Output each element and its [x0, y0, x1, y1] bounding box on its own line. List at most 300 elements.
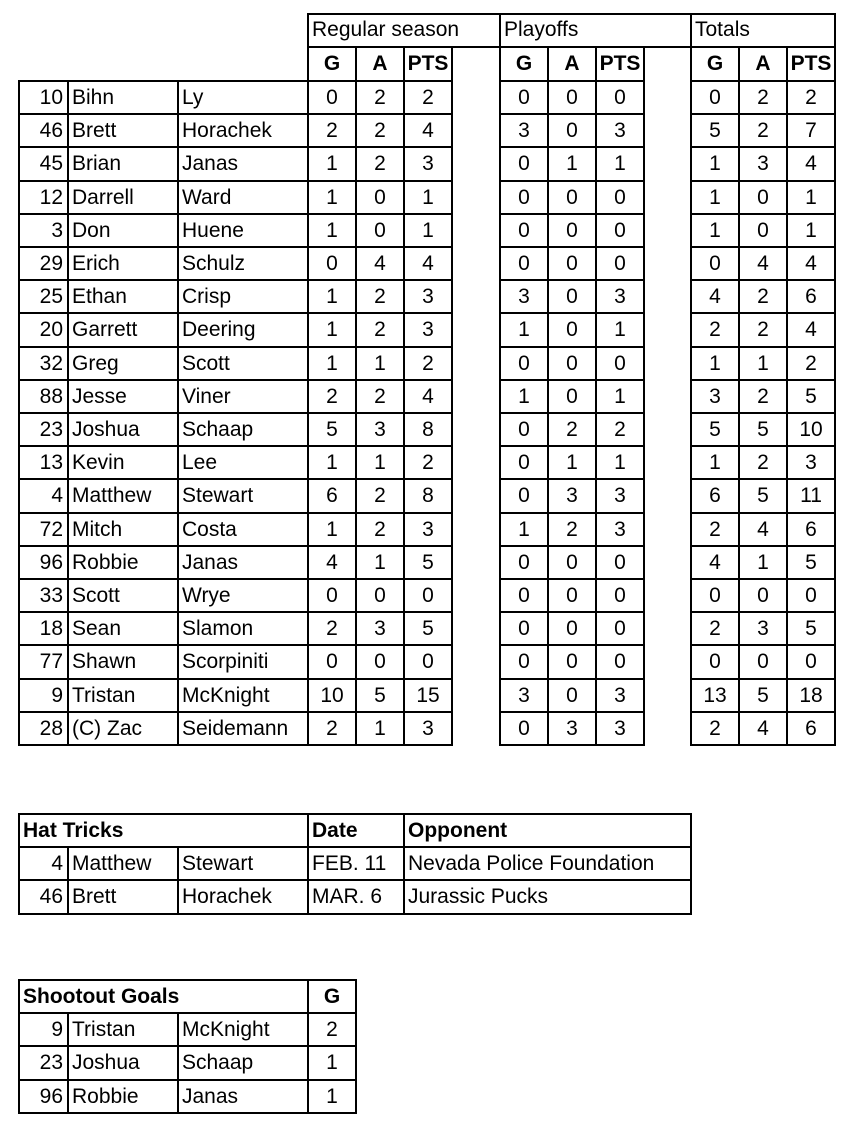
totals-points-cell: 2: [805, 351, 817, 375]
grid-line: [355, 80, 357, 746]
hat-trick-last-name: Stewart: [182, 852, 254, 876]
sub-header-goals: G: [323, 52, 341, 75]
player-last-name: Lee: [182, 451, 218, 475]
grid-line: [690, 578, 836, 580]
regular-season-assists-cell: 4: [374, 252, 386, 276]
regular-season-points-cell: 4: [422, 252, 434, 276]
totals-goals-cell: 1: [709, 185, 721, 209]
regular-season-assists-cell: 0: [374, 185, 386, 209]
grid-line: [307, 46, 836, 48]
player-number: 12: [39, 185, 63, 209]
grid-line: [67, 846, 69, 914]
grid-line: [690, 478, 836, 480]
hat-tricks-date-header: Date: [312, 819, 358, 843]
totals-goals-cell: 2: [709, 617, 721, 641]
player-number: 45: [39, 152, 63, 176]
regular-season-goals-cell: 1: [326, 218, 338, 242]
shootout-first-name: Robbie: [72, 1084, 139, 1108]
playoffs-assists-cell: 0: [566, 318, 578, 342]
totals-goals-cell: 2: [709, 716, 721, 740]
regular-season-assists-cell: 2: [374, 152, 386, 176]
playoffs-goals-cell: 0: [518, 716, 530, 740]
playoffs-goals-cell: 0: [518, 351, 530, 375]
playoffs-goals-cell: 0: [518, 252, 530, 276]
player-number: 88: [39, 384, 63, 408]
regular-season-assists-cell: 5: [374, 683, 386, 707]
grid-line: [18, 312, 453, 314]
grid-line: [18, 813, 20, 915]
regular-season-assists-cell: 2: [374, 86, 386, 110]
player-first-name: Matthew: [72, 484, 152, 508]
playoffs-assists-cell: 0: [566, 185, 578, 209]
regular-season-points-cell: 3: [422, 285, 434, 309]
grid-line: [177, 80, 179, 746]
totals-assists-cell: 5: [757, 418, 769, 442]
player-first-name: Brett: [72, 119, 117, 143]
totals-assists-cell: 2: [757, 451, 769, 475]
playoffs-assists-cell: 0: [566, 218, 578, 242]
grid-line: [690, 813, 692, 915]
playoffs-points-cell: 3: [614, 285, 626, 309]
player-last-name: Costa: [182, 517, 237, 541]
playoffs-assists-cell: 1: [566, 451, 578, 475]
regular-season-points-cell: 3: [422, 152, 434, 176]
grid-line: [690, 80, 692, 746]
grid-line: [499, 644, 645, 646]
totals-points-cell: 6: [805, 285, 817, 309]
regular-season-points-cell: 4: [422, 384, 434, 408]
player-number: 32: [39, 351, 63, 375]
regular-season-points-cell: 3: [422, 716, 434, 740]
grid-line: [499, 678, 645, 680]
regular-season-points-cell: 3: [422, 517, 434, 541]
playoffs-points-cell: 2: [614, 418, 626, 442]
playoffs-goals-cell: 0: [518, 617, 530, 641]
grid-line: [690, 13, 836, 15]
grid-line: [403, 46, 405, 82]
sub-header-assists: A: [372, 52, 388, 75]
playoffs-assists-cell: 0: [566, 584, 578, 608]
playoffs-goals-cell: 0: [518, 451, 530, 475]
playoffs-points-cell: 1: [614, 152, 626, 176]
totals-goals-cell: 1: [709, 218, 721, 242]
grid-line: [690, 611, 836, 613]
player-first-name: Don: [72, 218, 111, 242]
totals-assists-cell: 2: [757, 119, 769, 143]
regular-season-goals-cell: 1: [326, 152, 338, 176]
player-last-name: Ly: [182, 86, 204, 110]
grid-line: [690, 113, 836, 115]
playoffs-points-cell: 3: [614, 484, 626, 508]
grid-line: [18, 412, 453, 414]
grid-line: [177, 846, 179, 914]
grid-line: [499, 279, 645, 281]
playoffs-goals-cell: 1: [518, 517, 530, 541]
totals-assists-cell: 3: [757, 152, 769, 176]
grid-line: [18, 545, 453, 547]
totals-goals-cell: 0: [709, 86, 721, 110]
playoffs-points-cell: 0: [614, 185, 626, 209]
regular-season-assists-cell: 0: [374, 650, 386, 674]
playoffs-assists-cell: 0: [566, 285, 578, 309]
grid-line: [690, 346, 836, 348]
sub-header-points: PTS: [407, 52, 449, 75]
sub-header-goals: G: [706, 52, 724, 75]
grid-line: [499, 146, 645, 148]
totals-goals-cell: 1: [709, 451, 721, 475]
regular-season-goals-cell: 1: [326, 451, 338, 475]
grid-line: [18, 578, 453, 580]
playoffs-points-cell: 0: [614, 650, 626, 674]
player-last-name: Deering: [182, 318, 256, 342]
regular-season-assists-cell: 0: [374, 584, 386, 608]
grid-line: [499, 545, 645, 547]
grid-line: [690, 180, 836, 182]
grid-line: [18, 478, 453, 480]
grid-line: [18, 678, 453, 680]
totals-goals-cell: 0: [709, 650, 721, 674]
shootout-number: 23: [39, 1051, 63, 1075]
totals-points-cell: 1: [805, 218, 817, 242]
playoffs-points-cell: 3: [614, 683, 626, 707]
hat-trick-first-name: Matthew: [72, 852, 152, 876]
regular-season-goals-cell: 0: [326, 650, 338, 674]
player-first-name: Scott: [72, 584, 120, 608]
grid-line: [18, 80, 20, 746]
player-last-name: Crisp: [182, 285, 232, 309]
player-first-name: Erich: [72, 252, 120, 276]
totals-assists-cell: 5: [757, 683, 769, 707]
grid-line: [499, 246, 645, 248]
regular-season-assists-cell: 2: [374, 285, 386, 309]
grid-line: [307, 80, 309, 746]
hat-trick-opponent: Jurassic Pucks: [408, 885, 549, 909]
hat-trick-first-name: Brett: [72, 885, 117, 909]
regular-season-points-cell: 8: [422, 484, 434, 508]
grid-line: [690, 744, 836, 746]
grid-line: [547, 46, 549, 82]
player-last-name: Janas: [182, 550, 239, 574]
grid-line: [18, 279, 453, 281]
grid-line: [690, 512, 836, 514]
playoffs-points-cell: 0: [614, 550, 626, 574]
grid-line: [499, 113, 645, 115]
playoffs-goals-cell: 3: [518, 285, 530, 309]
grid-line: [18, 813, 692, 815]
regular-season-points-cell: 2: [422, 451, 434, 475]
totals-goals-cell: 0: [709, 252, 721, 276]
regular-season-points-cell: 15: [416, 683, 440, 707]
hat-trick-number: 4: [51, 852, 63, 876]
player-first-name: Tristan: [72, 683, 136, 707]
grid-line: [18, 213, 453, 215]
grid-line: [18, 744, 453, 746]
playoffs-points-cell: 0: [614, 617, 626, 641]
grid-line: [18, 879, 692, 881]
playoffs-goals-cell: 3: [518, 683, 530, 707]
grid-line: [690, 412, 836, 414]
playoffs-points-cell: 3: [614, 716, 626, 740]
sub-header-points: PTS: [790, 52, 832, 75]
playoffs-goals-cell: 0: [518, 86, 530, 110]
totals-points-cell: 11: [800, 484, 822, 508]
player-last-name: Wrye: [182, 584, 231, 608]
hat-tricks-opponent-header: Opponent: [408, 819, 508, 843]
totals-goals-cell: 3: [709, 384, 721, 408]
player-number: 9: [51, 683, 63, 707]
grid-line: [18, 512, 453, 514]
grid-line: [18, 913, 692, 915]
playoffs-assists-cell: 3: [566, 484, 578, 508]
regular-season-assists-cell: 1: [374, 351, 386, 375]
totals-points-cell: 18: [799, 683, 823, 707]
grid-line: [547, 80, 549, 746]
playoffs-assists-cell: 0: [566, 550, 578, 574]
grid-line: [355, 979, 357, 1114]
grid-line: [834, 46, 836, 82]
grid-line: [738, 80, 740, 746]
regular-season-goals-cell: 10: [320, 683, 344, 707]
regular-season-points-cell: 2: [422, 351, 434, 375]
playoffs-goals-cell: 0: [518, 650, 530, 674]
player-number: 3: [51, 218, 63, 242]
totals-assists-cell: 0: [757, 584, 769, 608]
grid-line: [451, 46, 453, 82]
totals-assists-cell: 2: [757, 318, 769, 342]
playoffs-points-cell: 3: [614, 119, 626, 143]
player-last-name: Schulz: [182, 252, 246, 276]
grid-line: [18, 146, 453, 148]
totals-goals-cell: 13: [703, 683, 727, 707]
totals-points-cell: 0: [805, 650, 817, 674]
playoffs-points-cell: 3: [614, 517, 626, 541]
playoffs-assists-cell: 2: [566, 418, 578, 442]
shootout-title: Shootout Goals: [23, 985, 180, 1009]
grid-line: [738, 46, 740, 82]
grid-line: [499, 312, 645, 314]
grid-line: [18, 80, 453, 82]
player-last-name: McKnight: [182, 683, 270, 707]
totals-assists-cell: 1: [757, 351, 769, 375]
player-last-name: Ward: [182, 185, 232, 209]
sub-header-assists: A: [755, 52, 771, 75]
player-number: 20: [39, 318, 63, 342]
regular-season-points-cell: 4: [422, 119, 434, 143]
totals-points-cell: 4: [805, 152, 817, 176]
totals-points-cell: 6: [805, 716, 817, 740]
regular-season-points-cell: 5: [422, 550, 434, 574]
shootout-goals-header: G: [323, 985, 341, 1009]
grid-line: [18, 180, 453, 182]
grid-line: [18, 445, 453, 447]
player-number: 96: [39, 550, 63, 574]
regular-season-assists-cell: 2: [374, 119, 386, 143]
regular-season-goals-cell: 1: [326, 517, 338, 541]
playoffs-goals-cell: 0: [518, 185, 530, 209]
player-first-name: Garrett: [72, 318, 138, 342]
playoffs-assists-cell: 0: [566, 384, 578, 408]
grid-line: [67, 80, 69, 746]
playoffs-points-cell: 1: [614, 384, 626, 408]
playoffs-goals-cell: 3: [518, 119, 530, 143]
grid-line: [690, 644, 836, 646]
totals-assists-cell: 1: [757, 550, 769, 574]
player-number: 10: [39, 86, 63, 110]
playoffs-assists-cell: 0: [566, 252, 578, 276]
grid-line: [18, 979, 20, 1114]
grid-line: [499, 611, 645, 613]
grid-line: [499, 478, 645, 480]
regular-season-goals-cell: 1: [326, 185, 338, 209]
totals-points-cell: 4: [805, 252, 817, 276]
player-last-name: Scott: [182, 351, 230, 375]
group-header-regular-season: Regular season: [312, 18, 460, 41]
playoffs-goals-cell: 0: [518, 418, 530, 442]
regular-season-points-cell: 0: [422, 584, 434, 608]
regular-season-points-cell: 3: [422, 318, 434, 342]
totals-assists-cell: 4: [757, 517, 769, 541]
grid-line: [18, 113, 453, 115]
regular-season-points-cell: 2: [422, 86, 434, 110]
regular-season-assists-cell: 2: [374, 384, 386, 408]
grid-line: [499, 711, 645, 713]
playoffs-assists-cell: 0: [566, 119, 578, 143]
regular-season-points-cell: 0: [422, 650, 434, 674]
shootout-number: 96: [39, 1084, 63, 1108]
playoffs-points-cell: 0: [614, 351, 626, 375]
grid-line: [18, 346, 453, 348]
regular-season-points-cell: 1: [422, 218, 434, 242]
grid-line: [499, 13, 692, 15]
totals-points-cell: 3: [805, 451, 817, 475]
player-first-name: Mitch: [72, 517, 123, 541]
regular-season-points-cell: 1: [422, 185, 434, 209]
regular-season-goals-cell: 2: [326, 384, 338, 408]
player-last-name: Stewart: [182, 484, 254, 508]
grid-line: [307, 46, 309, 82]
player-last-name: Huene: [182, 218, 244, 242]
regular-season-goals-cell: 1: [326, 318, 338, 342]
playoffs-points-cell: 1: [614, 318, 626, 342]
regular-season-goals-cell: 0: [326, 584, 338, 608]
player-number: 23: [39, 418, 63, 442]
regular-season-goals-cell: 6: [326, 484, 338, 508]
grid-line: [18, 611, 453, 613]
grid-line: [177, 1012, 179, 1114]
grid-line: [18, 644, 453, 646]
player-first-name: Robbie: [72, 550, 139, 574]
sub-header-assists: A: [564, 52, 580, 75]
player-first-name: Brian: [72, 152, 122, 176]
playoffs-goals-cell: 0: [518, 484, 530, 508]
totals-goals-cell: 0: [709, 584, 721, 608]
grid-line: [499, 512, 645, 514]
totals-points-cell: 7: [805, 119, 817, 143]
player-last-name: Seidemann: [182, 716, 289, 740]
totals-assists-cell: 3: [757, 617, 769, 641]
player-last-name: Janas: [182, 152, 239, 176]
player-number: 77: [39, 650, 63, 674]
regular-season-points-cell: 8: [422, 418, 434, 442]
hat-trick-last-name: Horachek: [182, 885, 272, 909]
totals-points-cell: 4: [805, 318, 817, 342]
grid-line: [499, 744, 645, 746]
player-last-name: Scorpiniti: [182, 650, 269, 674]
player-last-name: Horachek: [182, 119, 272, 143]
totals-assists-cell: 0: [757, 650, 769, 674]
group-header-playoffs: Playoffs: [504, 18, 579, 41]
totals-assists-cell: 2: [757, 86, 769, 110]
grid-line: [690, 246, 836, 248]
player-number: 46: [39, 119, 63, 143]
playoffs-assists-cell: 0: [566, 86, 578, 110]
grid-line: [499, 379, 645, 381]
regular-season-goals-cell: 5: [326, 418, 338, 442]
regular-season-points-cell: 5: [422, 617, 434, 641]
grid-line: [307, 13, 501, 15]
totals-assists-cell: 5: [757, 484, 769, 508]
totals-assists-cell: 4: [757, 252, 769, 276]
grid-line: [834, 80, 836, 746]
grid-line: [499, 180, 645, 182]
grid-line: [499, 46, 501, 82]
hat-tricks-title: Hat Tricks: [23, 819, 124, 843]
playoffs-assists-cell: 0: [566, 617, 578, 641]
totals-goals-cell: 5: [709, 418, 721, 442]
grid-line: [595, 46, 597, 82]
totals-assists-cell: 2: [757, 384, 769, 408]
shootout-number: 9: [51, 1018, 63, 1042]
regular-season-goals-cell: 0: [326, 86, 338, 110]
sub-header-goals: G: [515, 52, 533, 75]
playoffs-points-cell: 0: [614, 218, 626, 242]
totals-assists-cell: 0: [757, 185, 769, 209]
playoffs-goals-cell: 1: [518, 384, 530, 408]
hat-trick-opponent: Nevada Police Foundation: [408, 852, 655, 876]
player-last-name: Slamon: [182, 617, 254, 641]
grid-line: [786, 46, 788, 82]
grid-line: [67, 1012, 69, 1114]
regular-season-assists-cell: 2: [374, 517, 386, 541]
playoffs-assists-cell: 0: [566, 650, 578, 674]
grid-line: [499, 578, 645, 580]
totals-points-cell: 0: [805, 584, 817, 608]
shootout-first-name: Joshua: [72, 1051, 140, 1075]
regular-season-goals-cell: 1: [326, 351, 338, 375]
playoffs-assists-cell: 3: [566, 716, 578, 740]
shootout-goals: 1: [326, 1051, 338, 1075]
player-first-name: Kevin: [72, 451, 125, 475]
regular-season-assists-cell: 3: [374, 617, 386, 641]
regular-season-assists-cell: 1: [374, 716, 386, 740]
grid-line: [403, 813, 405, 915]
regular-season-goals-cell: 2: [326, 119, 338, 143]
regular-season-goals-cell: 4: [326, 550, 338, 574]
totals-assists-cell: 4: [757, 716, 769, 740]
player-number: 25: [39, 285, 63, 309]
regular-season-assists-cell: 0: [374, 218, 386, 242]
grid-line: [690, 545, 836, 547]
totals-points-cell: 5: [805, 617, 817, 641]
totals-goals-cell: 1: [709, 152, 721, 176]
shootout-goals: 1: [326, 1084, 338, 1108]
playoffs-assists-cell: 1: [566, 152, 578, 176]
grid-line: [786, 80, 788, 746]
sub-header-points: PTS: [599, 52, 641, 75]
grid-line: [690, 46, 692, 82]
grid-line: [403, 80, 405, 746]
grid-line: [307, 813, 309, 915]
